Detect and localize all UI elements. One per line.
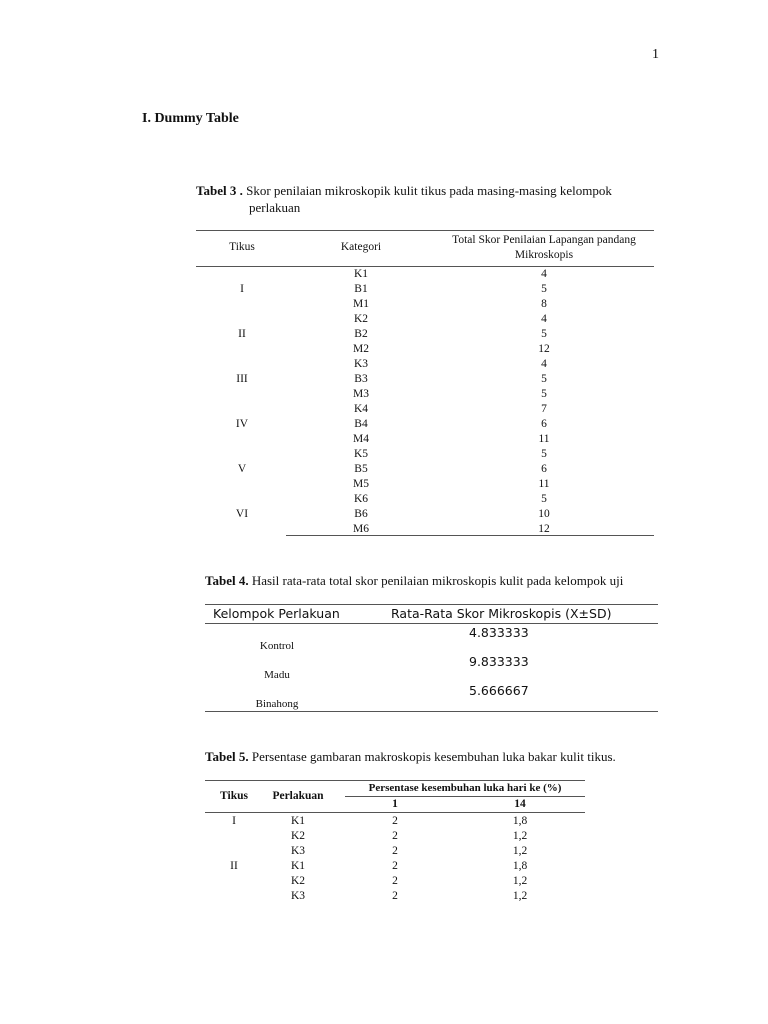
- table3-score-cell: 11: [538, 478, 550, 490]
- table3-kategori-cell: B2: [354, 328, 368, 340]
- table3-kategori-cell: B4: [354, 418, 368, 430]
- table5-caption-text: Persentase gambaran makroskopis kesembuhan luka bakar kulit tikus.: [251, 749, 616, 764]
- table4-value-madu: 9.833333: [469, 654, 529, 669]
- table3-caption: [196, 182, 656, 216]
- table5-header-rule: [205, 812, 585, 813]
- table3-score-cell: 4: [541, 313, 547, 325]
- table3-kategori-cell: M3: [353, 388, 369, 400]
- table3-score-cell: 10: [538, 508, 550, 520]
- table3-tikus-group: VI: [235, 508, 249, 520]
- table5-perlakuan-cell: K2: [290, 830, 306, 842]
- table5-day1-cell: 2: [392, 875, 398, 887]
- table5-day14-cell: 1,8: [512, 815, 528, 827]
- table3-top-rule: [196, 230, 654, 231]
- table5-day1-cell: 2: [392, 845, 398, 857]
- table3-score-cell: 5: [541, 388, 547, 400]
- table5-header-tikus: Tikus: [220, 790, 248, 802]
- table3-caption-line1: Skor penilaian mikroskopik kulit tikus pada masing-masing kelompok: [246, 183, 612, 198]
- table4-header-group: Kelompok Perlakuan: [213, 606, 340, 621]
- table3-score-cell: 5: [541, 283, 547, 295]
- table5-tikus-group: I: [232, 815, 236, 827]
- table5-header-span: Persentase kesembuhan luka hari ke (%): [368, 782, 562, 794]
- table4-label: Tabel 4.: [205, 573, 249, 588]
- table4-group-madu: Madu: [264, 669, 290, 681]
- table5-header-perlakuan: Perlakuan: [272, 790, 324, 802]
- table3-header-tikus: Tikus: [229, 241, 255, 253]
- table5-tikus-group: II: [230, 860, 238, 872]
- table3-score-cell: 12: [538, 343, 550, 355]
- table5-perlakuan-cell: K3: [290, 845, 306, 857]
- table5-day14-cell: 1,2: [512, 875, 528, 887]
- table4-header-rule: [205, 623, 658, 624]
- table3-header-mikroskopis: Mikroskopis: [514, 249, 574, 261]
- table4-value-binahong: 5.666667: [469, 683, 529, 698]
- table5-caption: [205, 748, 616, 765]
- table3-score-cell: 6: [541, 463, 547, 475]
- table5-header-day1: 1: [392, 798, 398, 810]
- table4-group-kontrol: Kontrol: [259, 640, 295, 652]
- table5-perlakuan-cell: K3: [290, 890, 306, 902]
- table3-kategori-cell: K4: [353, 403, 369, 415]
- table5-header-day14: 14: [514, 798, 526, 810]
- table3-kategori-cell: B6: [354, 508, 368, 520]
- table5-perlakuan-cell: K2: [290, 875, 306, 887]
- table3-tikus-group: V: [237, 463, 247, 475]
- table3-kategori-cell: M2: [353, 343, 369, 355]
- table5-perlakuan-cell: K1: [290, 860, 306, 872]
- table4-header-mean: Rata-Rata Skor Mikroskopis (X±SD): [391, 606, 612, 621]
- table3-kategori-cell: K1: [353, 268, 369, 280]
- table3-kategori-cell: M6: [353, 523, 369, 535]
- table3-caption-line2: perlakuan: [249, 200, 301, 215]
- table3-header-kategori: Kategori: [340, 241, 382, 253]
- table3-tikus-group: IV: [235, 418, 249, 430]
- table3-score-cell: 12: [538, 523, 550, 535]
- table4-top-rule: [205, 604, 658, 605]
- table3-kategori-cell: B5: [354, 463, 368, 475]
- table3-score-cell: 5: [541, 373, 547, 385]
- table4-caption: [205, 572, 623, 589]
- table3-kategori-cell: K3: [353, 358, 369, 370]
- table3-score-cell: 7: [541, 403, 547, 415]
- table4: [205, 604, 658, 712]
- table3: [196, 230, 654, 536]
- table3-kategori-cell: K2: [353, 313, 369, 325]
- table3-kategori-cell: K6: [353, 493, 369, 505]
- table3-tikus-group: III: [236, 373, 248, 385]
- table5-day1-cell: 2: [392, 860, 398, 872]
- table5-day14-cell: 1,2: [512, 845, 528, 857]
- table3-kategori-cell: K5: [353, 448, 369, 460]
- table3-kategori-cell: M5: [353, 478, 369, 490]
- table3-header-total: Total Skor Penilaian Lapangan pandang: [452, 234, 636, 246]
- table3-tikus-group: II: [238, 328, 246, 340]
- table3-kategori-cell: B1: [354, 283, 368, 295]
- table3-score-cell: 4: [541, 268, 547, 280]
- table3-score-cell: 5: [541, 328, 547, 340]
- section-title: I. Dummy Table: [142, 111, 239, 126]
- table3-score-cell: 5: [541, 448, 547, 460]
- table3-kategori-cell: B3: [354, 373, 368, 385]
- table5-perlakuan-cell: K1: [290, 815, 306, 827]
- table5-label: Tabel 5.: [205, 749, 249, 764]
- table3-header-rule: [196, 266, 654, 267]
- table4-value-kontrol: 4.833333: [469, 625, 529, 640]
- table3-score-cell: 6: [541, 418, 547, 430]
- table3-score-cell: 4: [541, 358, 547, 370]
- table5-day1-cell: 2: [392, 815, 398, 827]
- table5-day14-cell: 1,8: [512, 860, 528, 872]
- table5-day1-cell: 2: [392, 830, 398, 842]
- page-number: 1: [652, 47, 659, 62]
- table4-caption-text: Hasil rata-rata total skor penilaian mikroskopis kulit pada kelompok uji: [251, 573, 624, 588]
- table3-tikus-group: I: [240, 283, 244, 295]
- table5-day14-cell: 1,2: [512, 890, 528, 902]
- table5-day1-cell: 2: [392, 890, 398, 902]
- table5: [205, 780, 585, 905]
- table4-bottom-rule: [205, 711, 658, 712]
- table3-kategori-cell: M1: [353, 298, 369, 310]
- table3-score-cell: 5: [541, 493, 547, 505]
- table5-day14-cell: 1,2: [512, 830, 528, 842]
- table3-score-cell: 8: [541, 298, 547, 310]
- table4-group-binahong: Binahong: [255, 698, 299, 710]
- table3-score-cell: 11: [538, 433, 550, 445]
- table3-label: Tabel 3 .: [196, 183, 243, 198]
- table3-kategori-cell: M4: [353, 433, 369, 445]
